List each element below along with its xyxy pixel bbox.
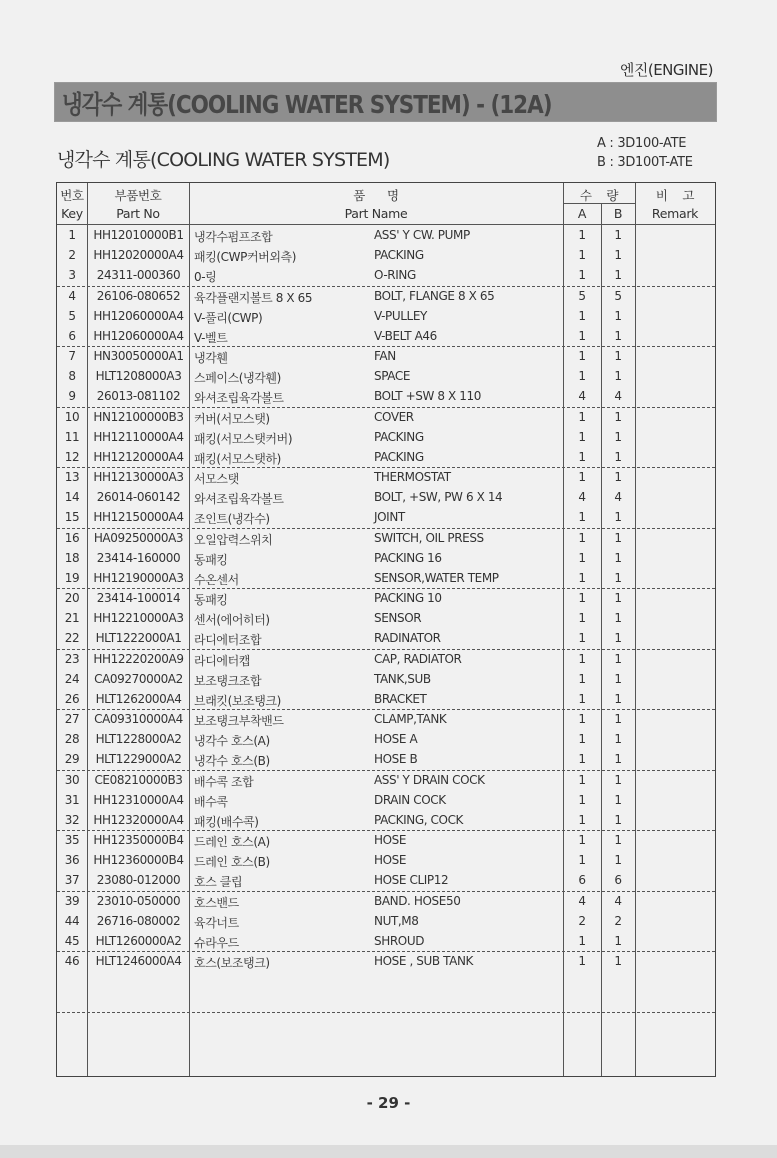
- row-part-no: CA09270000A2: [94, 671, 183, 686]
- table-row: [57, 729, 715, 749]
- row-qty-a: 1: [578, 712, 586, 727]
- banner-title: 냉각수 계통(COOLING WATER SYSTEM) - (12A): [62, 90, 552, 119]
- row-key: 5: [68, 308, 76, 323]
- row-name-kor: V-풀리(CWP): [194, 310, 263, 325]
- row-qty-a: 1: [578, 772, 586, 787]
- row-name-kor: 라디에터캡: [194, 653, 250, 668]
- row-part-no: HH12210000A3: [93, 611, 184, 626]
- row-part-no: 23080-012000: [96, 873, 181, 888]
- page-subtitle: 냉각수 계통(COOLING WATER SYSTEM): [57, 149, 390, 171]
- row-qty-a: 5: [578, 288, 586, 303]
- row-key: 44: [64, 913, 80, 928]
- row-name-eng: PACKING: [374, 449, 424, 464]
- table-row: [57, 346, 715, 366]
- row-qty-a: 1: [578, 510, 586, 525]
- row-name-eng: NUT,M8: [374, 913, 419, 928]
- row-name-eng: FAN: [374, 349, 396, 364]
- row-name-kor: 호스밴드: [194, 895, 239, 910]
- row-key: 24: [64, 671, 80, 686]
- row-qty-a: 1: [578, 449, 586, 464]
- row-group-divider: [57, 528, 715, 529]
- row-part-no: HN12100000B3: [93, 409, 184, 424]
- header-remark-kor: 비 고: [655, 188, 695, 203]
- row-part-no: HH12190000A3: [93, 570, 184, 585]
- table-row: [57, 366, 715, 386]
- row-qty-b: 1: [614, 530, 622, 545]
- row-qty-a: 1: [578, 409, 586, 424]
- row-name-kor: 호스(보조탱크): [194, 956, 270, 971]
- row-part-no: HH12220200A9: [93, 651, 184, 666]
- row-qty-a: 1: [578, 792, 586, 807]
- row-name-eng: RADINATOR: [374, 631, 441, 646]
- row-part-no: HLT1260000A2: [95, 933, 182, 948]
- row-qty-a: 1: [578, 691, 586, 706]
- row-qty-b: 1: [614, 772, 622, 787]
- row-part-no: HLT1262000A4: [95, 691, 182, 706]
- row-qty-b: 4: [614, 490, 622, 505]
- header-qty-divider: [563, 203, 635, 204]
- row-qty-a: 1: [578, 812, 586, 827]
- row-part-no: HLT1246000A4: [95, 954, 182, 969]
- row-part-no: HN30050000A1: [93, 349, 184, 364]
- table-row: [57, 507, 715, 527]
- row-qty-b: 1: [614, 591, 622, 606]
- row-key: 39: [64, 893, 80, 908]
- row-name-kor: 브래킷(보조탱크): [194, 693, 281, 708]
- row-name-kor: 라디에터조합: [194, 633, 262, 648]
- table-row: [57, 870, 715, 890]
- row-name-eng: BOLT, +SW, PW 6 X 14: [374, 490, 503, 505]
- row-part-no: HH12130000A3: [93, 470, 184, 485]
- row-name-kor: 와셔조립육각볼트: [194, 391, 284, 406]
- row-qty-a: 1: [578, 228, 586, 242]
- row-name-kor: 동패킹: [194, 593, 228, 608]
- row-qty-a: 6: [578, 873, 586, 888]
- title-banner: [54, 82, 717, 122]
- row-key: 4: [68, 288, 76, 303]
- row-key: 19: [64, 570, 80, 585]
- row-qty-b: 1: [614, 933, 622, 948]
- row-name-kor: 냉각수펌프조합: [194, 230, 273, 244]
- table-row: [57, 286, 715, 306]
- table-row: [57, 306, 715, 326]
- header-name-kor: 품 명: [353, 188, 399, 203]
- row-name-eng: HOSE CLIP12: [374, 873, 449, 888]
- row-qty-a: 2: [578, 913, 586, 928]
- row-name-kor: 스페이스(냉각휀): [194, 371, 281, 386]
- row-qty-a: 1: [578, 308, 586, 323]
- row-part-no: HLT1222000A1: [95, 631, 182, 646]
- row-qty-a: 1: [578, 933, 586, 948]
- row-key: 30: [64, 772, 80, 787]
- table-row: [57, 487, 715, 507]
- row-name-eng: PACKING: [374, 429, 424, 444]
- table-row: [57, 386, 715, 406]
- row-qty-b: 1: [614, 409, 622, 424]
- row-part-no: HH12320000A4: [93, 812, 184, 827]
- row-part-no: 26013-081102: [96, 389, 181, 404]
- row-name-kor: V-벨트: [194, 330, 228, 345]
- row-name-eng: CLAMP,TANK: [374, 712, 447, 727]
- table-row: [57, 689, 715, 709]
- row-qty-b: 1: [614, 308, 622, 323]
- row-qty-b: 1: [614, 369, 622, 384]
- row-name-eng: BRACKET: [374, 691, 427, 706]
- row-group-divider: [57, 770, 715, 771]
- row-name-eng: PACKING 10: [374, 591, 442, 606]
- row-name-kor: 배수콕: [194, 794, 228, 809]
- row-qty-a: 1: [578, 954, 586, 969]
- row-name-kor: 오일압력스위치: [194, 532, 273, 547]
- row-name-eng: HOSE: [374, 833, 407, 848]
- row-name-kor: 보조탱크조합: [194, 673, 262, 688]
- table-row: [57, 245, 715, 265]
- row-qty-a: 1: [578, 651, 586, 666]
- row-qty-b: 1: [614, 268, 622, 283]
- table-row: [57, 467, 715, 487]
- row-qty-b: 1: [614, 449, 622, 464]
- table-row: [57, 830, 715, 850]
- row-key: 2: [68, 248, 76, 263]
- table-row: [57, 709, 715, 729]
- row-name-eng: TANK,SUB: [374, 671, 431, 686]
- table-row: [57, 931, 715, 951]
- row-name-eng: O-RING: [374, 268, 416, 283]
- row-key: 23: [64, 651, 80, 666]
- row-part-no: HH12060000A4: [93, 328, 184, 343]
- row-key: 9: [68, 389, 76, 404]
- row-part-no: HH12350000B4: [93, 833, 184, 848]
- row-key: 12: [64, 449, 80, 464]
- header-qty-a: A: [577, 206, 587, 221]
- row-name-kor: 슈라우드: [194, 935, 239, 950]
- row-qty-a: 1: [578, 611, 586, 626]
- row-qty-b: 1: [614, 712, 622, 727]
- row-qty-b: 1: [614, 550, 622, 565]
- row-qty-a: 1: [578, 429, 586, 444]
- row-part-no: HLT1228000A2: [95, 732, 182, 747]
- table-row: [57, 649, 715, 669]
- row-qty-a: 1: [578, 833, 586, 848]
- row-group-divider: [57, 286, 715, 287]
- row-qty-a: 1: [578, 530, 586, 545]
- table-row: [57, 790, 715, 810]
- row-key: 1: [68, 228, 76, 242]
- row-group-divider: [57, 1012, 715, 1013]
- row-qty-a: 1: [578, 631, 586, 646]
- row-qty-a: 1: [578, 268, 586, 283]
- model-a: A : 3D100-ATE: [597, 136, 687, 151]
- row-group-divider: [57, 467, 715, 468]
- table-row: [57, 225, 715, 245]
- row-qty-a: 1: [578, 853, 586, 868]
- row-name-kor: 조인트(냉각수): [194, 512, 270, 527]
- row-qty-b: 1: [614, 671, 622, 686]
- row-qty-b: 4: [614, 893, 622, 908]
- row-qty-a: 1: [578, 732, 586, 747]
- table-row: [57, 326, 715, 346]
- row-qty-b: 1: [614, 510, 622, 525]
- row-key: 22: [64, 631, 80, 646]
- row-name-eng: HOSE , SUB TANK: [374, 954, 474, 969]
- row-part-no: HH12310000A4: [93, 792, 184, 807]
- table-row: [57, 588, 715, 608]
- row-part-no: 23414-160000: [96, 550, 181, 565]
- table-row: [57, 528, 715, 548]
- row-name-kor: 패킹(서모스탯하): [194, 451, 281, 466]
- table-row: [57, 608, 715, 628]
- row-group-divider: [57, 709, 715, 710]
- row-qty-a: 1: [578, 369, 586, 384]
- row-name-eng: CAP, RADIATOR: [374, 651, 462, 666]
- row-qty-a: 1: [578, 349, 586, 364]
- row-qty-b: 2: [614, 913, 622, 928]
- row-group-divider: [57, 649, 715, 650]
- row-part-no: HLT1208000A3: [95, 369, 182, 384]
- row-name-kor: 배수콕 조합: [194, 774, 254, 789]
- row-name-kor: 서모스탯: [194, 472, 239, 487]
- row-qty-b: 1: [614, 732, 622, 747]
- row-name-eng: SWITCH, OIL PRESS: [374, 530, 484, 545]
- table-row: [57, 628, 715, 648]
- row-part-no: HH12010000B1: [93, 228, 184, 242]
- table-row: [57, 749, 715, 769]
- row-name-eng: ASS' Y CW. PUMP: [374, 228, 470, 242]
- row-qty-a: 1: [578, 550, 586, 565]
- row-qty-a: 1: [578, 570, 586, 585]
- row-qty-b: 1: [614, 429, 622, 444]
- row-key: 31: [64, 792, 80, 807]
- table-row: [57, 447, 715, 467]
- row-key: 8: [68, 369, 76, 384]
- row-group-divider: [57, 588, 715, 589]
- row-name-kor: 호스 클립: [194, 875, 243, 890]
- model-legend: [597, 134, 693, 172]
- row-name-kor: 냉각휀: [194, 351, 228, 366]
- row-qty-b: 1: [614, 248, 622, 263]
- row-qty-b: 6: [614, 873, 622, 888]
- table-row: [57, 669, 715, 689]
- row-group-divider: [57, 891, 715, 892]
- row-name-eng: SPACE: [374, 369, 411, 384]
- row-qty-a: 4: [578, 893, 586, 908]
- model-b: B : 3D100T-ATE: [597, 155, 693, 170]
- row-qty-a: 1: [578, 591, 586, 606]
- row-part-no: HA09250000A3: [93, 530, 184, 545]
- row-key: 15: [64, 510, 80, 525]
- row-qty-b: 1: [614, 691, 622, 706]
- row-name-kor: 냉각수 호스(A): [194, 734, 270, 749]
- row-qty-b: 1: [614, 651, 622, 666]
- row-name-eng: BOLT, FLANGE 8 X 65: [374, 288, 495, 303]
- header-key-eng: Key: [61, 206, 83, 221]
- row-group-divider: [57, 407, 715, 408]
- row-group-divider: [57, 951, 715, 952]
- row-name-kor: 드레인 호스(B): [194, 855, 270, 870]
- row-name-eng: SHROUD: [374, 933, 425, 948]
- row-key: 21: [64, 611, 80, 626]
- table-row: [57, 850, 715, 870]
- row-part-no: 26106-080652: [96, 288, 181, 303]
- row-name-eng: V-PULLEY: [374, 308, 427, 323]
- row-name-eng: HOSE A: [374, 732, 418, 747]
- row-key: 26: [64, 691, 80, 706]
- row-qty-a: 4: [578, 389, 586, 404]
- row-key: 36: [64, 853, 80, 868]
- row-name-eng: SENSOR: [374, 611, 422, 626]
- row-key: 18: [64, 550, 80, 565]
- row-key: 32: [64, 812, 80, 827]
- row-name-eng: V-BELT A46: [374, 328, 437, 343]
- row-qty-b: 4: [614, 389, 622, 404]
- row-name-kor: 패킹(CWP커버외측): [194, 250, 296, 265]
- row-part-no: HH12060000A4: [93, 308, 184, 323]
- row-key: 10: [64, 409, 80, 424]
- row-name-kor: 센서(에어히터): [194, 613, 270, 628]
- row-name-eng: ASS' Y DRAIN COCK: [374, 772, 485, 787]
- row-qty-b: 1: [614, 752, 622, 767]
- row-qty-a: 4: [578, 490, 586, 505]
- row-name-kor: 커버(서모스탯): [194, 411, 270, 426]
- page-number: - 29 -: [366, 1094, 411, 1112]
- row-part-no: HH12020000A4: [93, 248, 184, 263]
- row-key: 16: [64, 530, 80, 545]
- row-qty-a: 1: [578, 470, 586, 485]
- row-qty-b: 5: [614, 288, 622, 303]
- row-name-kor: 0-링: [194, 270, 217, 285]
- row-key: 14: [64, 490, 80, 505]
- row-part-no: HH12110000A4: [93, 429, 184, 444]
- row-qty-b: 1: [614, 954, 622, 969]
- row-qty-b: 1: [614, 470, 622, 485]
- header-qty-b: B: [613, 206, 623, 221]
- row-name-eng: BAND. HOSE50: [374, 893, 461, 908]
- row-key: 46: [64, 954, 80, 969]
- table-row: [57, 770, 715, 790]
- row-name-kor: 드레인 호스(A): [194, 835, 270, 850]
- row-qty-b: 1: [614, 328, 622, 343]
- table-row: [57, 548, 715, 568]
- row-qty-b: 1: [614, 349, 622, 364]
- row-qty-a: 1: [578, 248, 586, 263]
- row-name-eng: SENSOR,WATER TEMP: [374, 570, 499, 585]
- row-name-eng: HOSE: [374, 853, 407, 868]
- row-qty-b: 1: [614, 570, 622, 585]
- table-row: [57, 810, 715, 830]
- section-label: 엔진(ENGINE): [619, 61, 713, 79]
- row-key: 27: [64, 712, 80, 727]
- row-key: 29: [64, 752, 80, 767]
- row-name-kor: 와셔조립육각볼트: [194, 492, 284, 507]
- row-qty-a: 1: [578, 671, 586, 686]
- row-qty-a: 1: [578, 328, 586, 343]
- row-name-eng: DRAIN COCK: [374, 792, 446, 807]
- row-name-eng: PACKING: [374, 248, 424, 263]
- row-qty-a: 1: [578, 752, 586, 767]
- table-row: [57, 951, 715, 971]
- header-partno-eng: Part No: [116, 206, 160, 221]
- table-row: [57, 568, 715, 588]
- row-key: 28: [64, 732, 80, 747]
- row-name-eng: COVER: [374, 409, 414, 424]
- row-key: 3: [68, 268, 76, 283]
- row-qty-b: 1: [614, 228, 622, 242]
- row-part-no: HLT1229000A2: [95, 752, 182, 767]
- table-row: [57, 911, 715, 931]
- table-row: [57, 265, 715, 285]
- row-group-divider: [57, 346, 715, 347]
- row-name-eng: HOSE B: [374, 752, 418, 767]
- row-name-eng: JOINT: [374, 510, 405, 525]
- row-qty-b: 1: [614, 611, 622, 626]
- row-name-kor: 냉각수 호스(B): [194, 754, 270, 769]
- row-part-no: 26014-060142: [96, 490, 181, 505]
- row-part-no: 24311-000360: [96, 268, 181, 283]
- header-qty-kor: 수 량: [579, 188, 619, 203]
- header-partno-kor: 부품번호: [114, 188, 162, 203]
- row-qty-b: 1: [614, 812, 622, 827]
- row-name-eng: BOLT +SW 8 X 110: [374, 389, 481, 404]
- row-name-kor: 패킹(서모스탯커버): [194, 431, 293, 446]
- row-key: 13: [64, 470, 80, 485]
- table-row: [57, 891, 715, 911]
- row-name-eng: THERMOSTAT: [374, 470, 451, 485]
- row-part-no: 23010-050000: [96, 893, 181, 908]
- row-name-kor: 육각플랜지볼트 8 X 65: [194, 290, 313, 305]
- row-key: 20: [64, 591, 80, 606]
- row-part-no: CE08210000B3: [94, 772, 183, 787]
- table-row: [57, 427, 715, 447]
- scan-bottom-edge: [0, 1145, 777, 1158]
- row-key: 7: [68, 349, 76, 364]
- row-key: 37: [64, 873, 80, 888]
- row-name-eng: PACKING, COCK: [374, 812, 464, 827]
- row-part-no: CA09310000A4: [94, 712, 183, 727]
- row-name-kor: 보조탱크부착밴드: [194, 714, 284, 729]
- row-name-kor: 수온센서: [194, 572, 239, 587]
- row-key: 11: [64, 429, 80, 444]
- header-key-kor: 번호: [60, 188, 84, 203]
- row-name-kor: 패킹(배수콕): [194, 814, 259, 829]
- row-part-no: 26716-080002: [96, 913, 181, 928]
- row-key: 45: [64, 933, 80, 948]
- row-qty-b: 1: [614, 792, 622, 807]
- row-name-kor: 동패킹: [194, 552, 228, 567]
- row-part-no: 23414-100014: [96, 591, 181, 606]
- row-qty-b: 1: [614, 833, 622, 848]
- row-qty-b: 1: [614, 631, 622, 646]
- row-key: 35: [64, 833, 80, 848]
- row-group-divider: [57, 830, 715, 831]
- parts-table: [56, 182, 716, 1077]
- row-name-kor: 육각너트: [194, 915, 239, 930]
- row-part-no: HH12360000B4: [93, 853, 184, 868]
- table-row: [57, 407, 715, 427]
- row-name-eng: PACKING 16: [374, 550, 442, 565]
- row-qty-b: 1: [614, 853, 622, 868]
- row-key: 6: [68, 328, 76, 343]
- row-part-no: HH12120000A4: [93, 449, 184, 464]
- header-remark-eng: Remark: [651, 206, 699, 221]
- header-name-eng: Part Name: [344, 206, 408, 221]
- row-part-no: HH12150000A4: [93, 510, 184, 525]
